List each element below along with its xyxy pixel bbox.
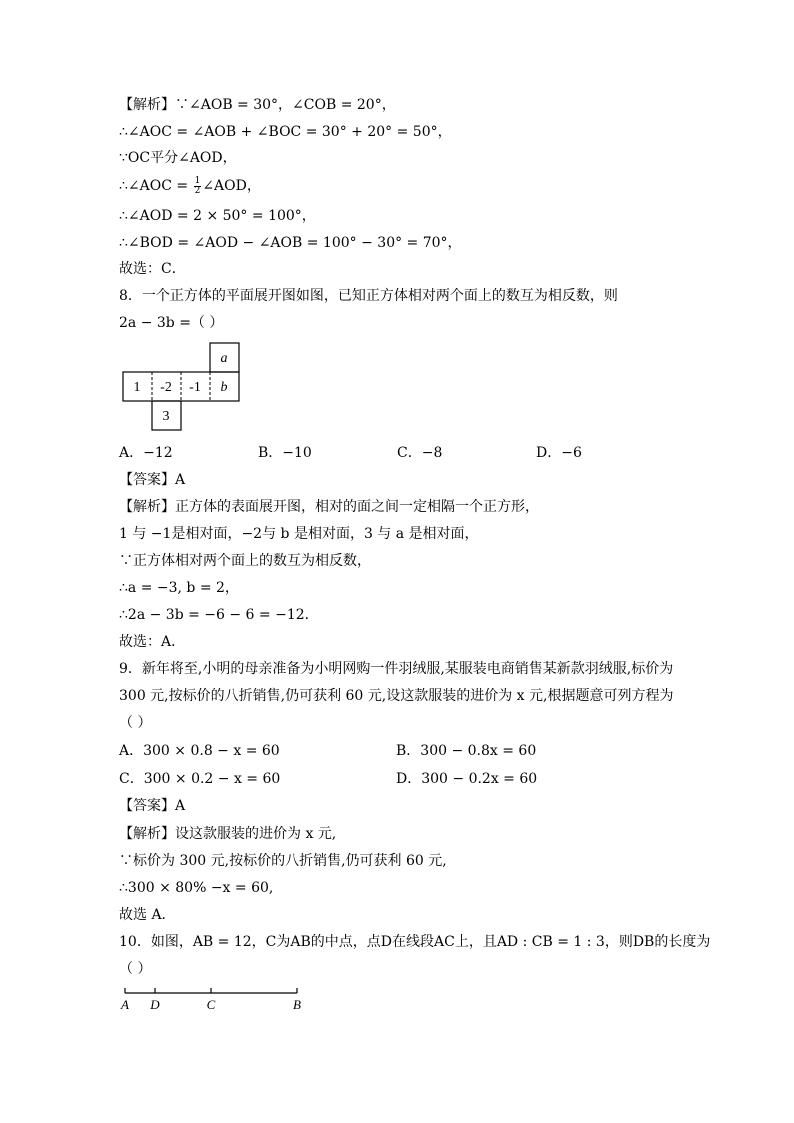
- analysis-line: ∴2a − 3b = −6 − 6 = −12．: [119, 607, 319, 623]
- fraction-one-half: [194, 177, 202, 196]
- question-9-stem: 300 元,按标价的八折销售,仍可获利 60 元,设这款服装的进价为 x 元,根据题意可列方程为: [119, 688, 674, 704]
- analysis-line: 【解析】正方体的表面展开图，相对的面之间一定相隔一个正方形，: [119, 499, 539, 515]
- option-c: C．−8: [397, 445, 443, 461]
- net-label-neg2: -2: [160, 380, 172, 395]
- solution-line: ∴∠AOC = ∠AOB + ∠BOC = 30° + 20° = 50°，: [119, 124, 452, 140]
- option-d: D．−6: [536, 445, 582, 461]
- fraction-numerator: 1: [194, 175, 201, 186]
- net-label-a: a: [220, 351, 228, 366]
- solution-line: ∴∠BOD = ∠AOD − ∠AOB = 100° − 30° = 70°，: [119, 235, 462, 251]
- question-10-stem: （ ）: [119, 961, 152, 977]
- question-9-stem: （ ）: [119, 715, 152, 731]
- analysis-choice: 故选：A．: [119, 634, 186, 650]
- net-label-3: 3: [162, 409, 170, 424]
- analysis-line: ∵正方体相对两个面上的数互为相反数，: [119, 553, 371, 569]
- solution-line: 【解析】∵∠AOB = 30°，∠COB = 20°，: [119, 97, 396, 113]
- analysis-choice: 故选 A．: [119, 907, 176, 923]
- option-c: C．300 × 0.2 − x = 60: [119, 771, 281, 787]
- point-label-d: D: [150, 997, 160, 1012]
- answer-label: 【答案】A: [119, 798, 186, 814]
- answer-label: 【答案】A: [119, 472, 186, 488]
- option-a: A．−12: [119, 445, 173, 461]
- analysis-line: ∴300 × 80% −x = 60,: [119, 880, 274, 896]
- solution-line: ∵OC平分∠AOD，: [119, 150, 237, 166]
- question-8-stem: 8．一个正方体的平面展开图如图，已知正方体相对两个面上的数互为相反数，则: [119, 288, 618, 304]
- analysis-line: 1 与 −1是相对面，−2与 b 是相对面，3 与 a 是相对面，: [119, 526, 479, 542]
- point-label-a: A: [121, 997, 129, 1012]
- solution-text: ∠AOD，: [202, 178, 261, 194]
- cube-net-diagram: [118, 338, 248, 438]
- solution-choice: 故选：C．: [119, 261, 186, 277]
- question-8-stem: 2a − 3b =（ ）: [119, 315, 224, 331]
- question-10-stem: 10．如图，AB = 12，C为AB的中点，点D在线段AC上，且AD : CB = 1 : 3，则DB的长度为: [119, 934, 711, 950]
- solution-text: ∴∠AOC =: [119, 178, 193, 194]
- point-label-b: B: [293, 997, 301, 1012]
- net-label-b: b: [220, 380, 228, 395]
- option-b: B．−10: [258, 445, 312, 461]
- analysis-line: 【解析】设这款服装的进价为 x 元,: [119, 826, 337, 842]
- solution-line: ∴∠AOD = 2 × 50° = 100°，: [119, 208, 316, 224]
- analysis-line: ∵标价为 300 元,按标价的八折销售,仍可获利 60 元,: [119, 853, 447, 869]
- solution-line-fraction: [119, 176, 261, 196]
- option-b: B．300 − 0.8x = 60: [396, 743, 537, 759]
- question-9-stem: 9．新年将至,小明的母亲准备为小明网购一件羽绒服,某服装电商销售某新款羽绒服,标价为: [119, 661, 674, 677]
- analysis-line: ∴a = −3, b = 2，: [119, 580, 239, 596]
- line-segment-diagram: [115, 985, 315, 1015]
- net-label-neg1: -1: [189, 380, 201, 395]
- option-d: D．300 − 0.2x = 60: [396, 771, 538, 787]
- point-label-c: C: [206, 997, 216, 1012]
- option-a: A．300 × 0.8 − x = 60: [119, 743, 280, 759]
- net-label-1: 1: [133, 380, 141, 395]
- fraction-denominator: 2: [194, 185, 201, 196]
